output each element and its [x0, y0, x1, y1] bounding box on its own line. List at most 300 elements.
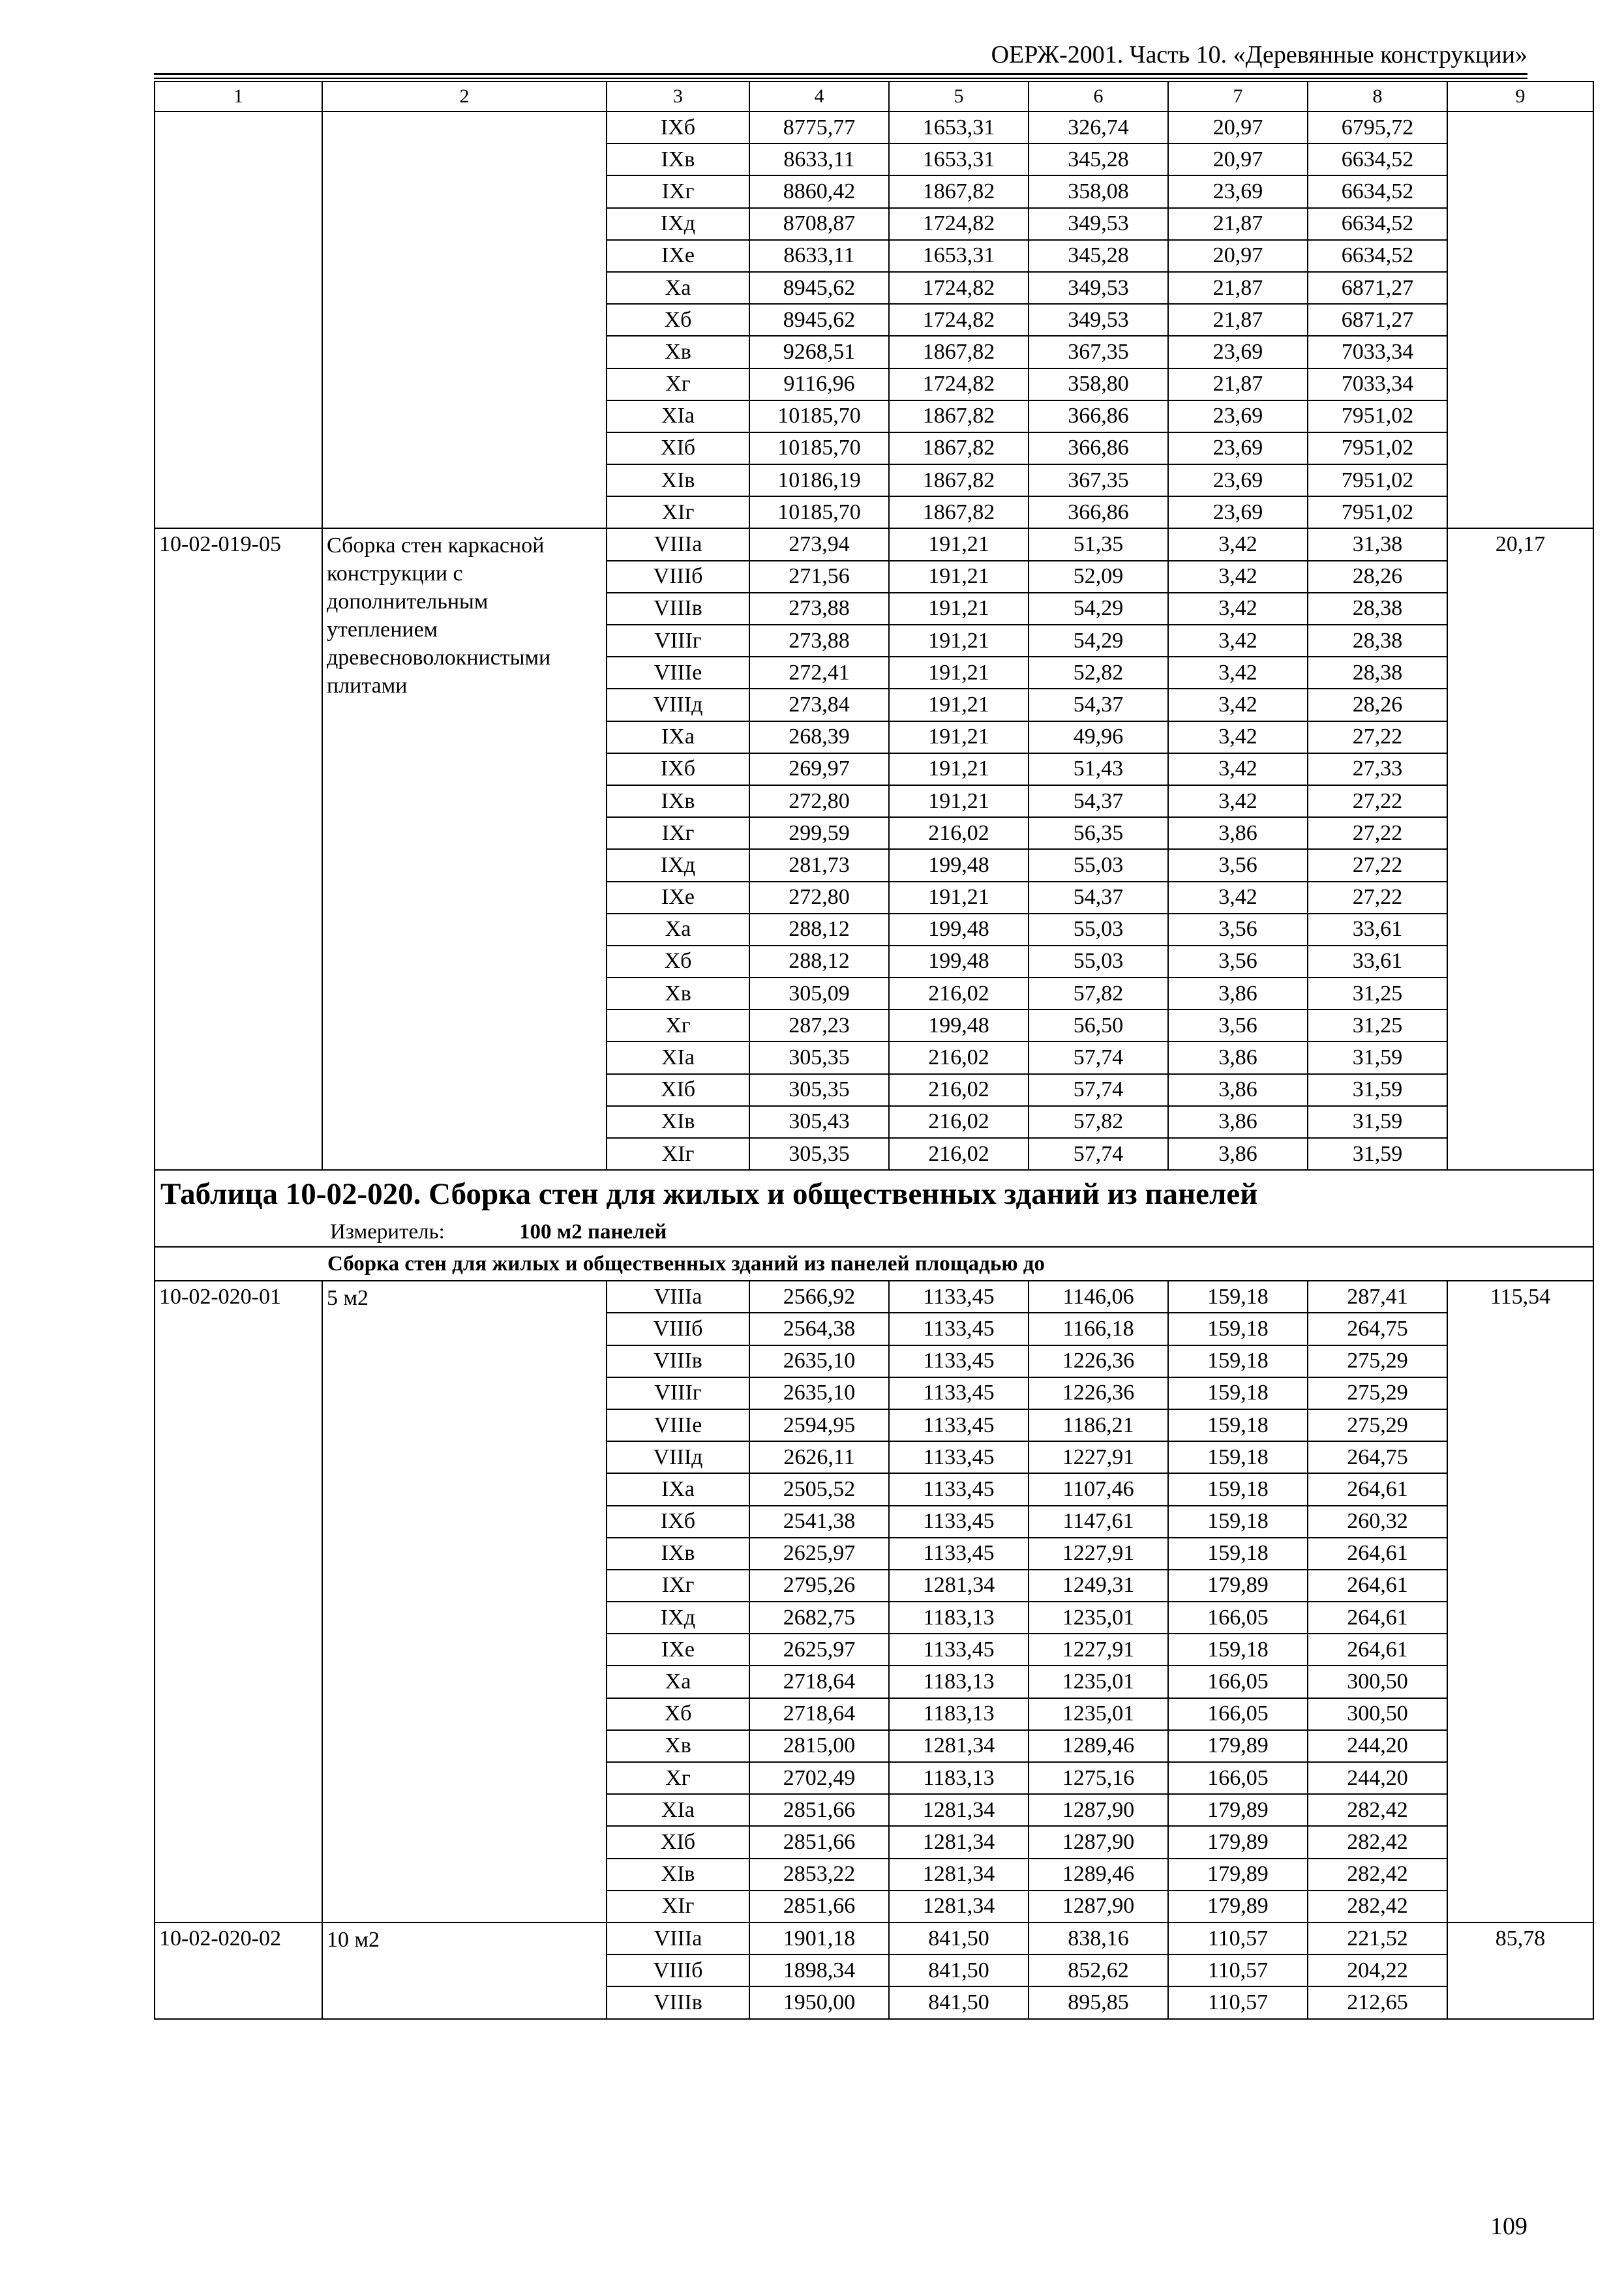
operator-wages-cell: 110,57: [1168, 1954, 1308, 1986]
zone-cell: Xа: [607, 272, 749, 304]
zone-cell: IXб: [607, 753, 749, 785]
materials-cell: 31,59: [1308, 1106, 1447, 1138]
machinery-cell: 57,74: [1029, 1041, 1168, 1073]
machinery-cell: 1226,36: [1029, 1377, 1168, 1409]
materials-cell: 264,75: [1308, 1441, 1447, 1473]
machinery-cell: 367,35: [1029, 336, 1168, 368]
direct-cost-cell: 305,09: [749, 978, 889, 1010]
direct-cost-cell: 8633,11: [749, 240, 889, 272]
wages-cell: 1183,13: [889, 1698, 1029, 1730]
materials-cell: 300,50: [1308, 1666, 1447, 1698]
wages-cell: 191,21: [889, 689, 1029, 721]
materials-cell: 282,42: [1308, 1794, 1447, 1826]
zone-cell: IXв: [607, 785, 749, 817]
operator-wages-cell: 3,42: [1168, 882, 1308, 914]
machinery-cell: 1186,21: [1029, 1409, 1168, 1441]
materials-cell: 264,75: [1308, 1313, 1447, 1345]
item-code: 10-02-020-01: [155, 1281, 322, 1922]
materials-cell: 275,29: [1308, 1409, 1447, 1441]
item-code: 10-02-020-02: [155, 1922, 322, 2019]
materials-cell: 264,61: [1308, 1634, 1447, 1666]
materials-cell: 31,25: [1308, 978, 1447, 1010]
operator-wages-cell: 159,18: [1168, 1634, 1308, 1666]
operator-wages-cell: 159,18: [1168, 1281, 1308, 1313]
materials-cell: 27,22: [1308, 817, 1447, 849]
zone-cell: IXг: [607, 175, 749, 207]
direct-cost-cell: 9116,96: [749, 368, 889, 400]
zone-cell: XIб: [607, 1074, 749, 1106]
wages-cell: 1653,31: [889, 240, 1029, 272]
machinery-cell: 1107,46: [1029, 1473, 1168, 1505]
direct-cost-cell: 273,88: [749, 625, 889, 657]
machinery-cell: 1275,16: [1029, 1762, 1168, 1794]
zone-cell: Xа: [607, 914, 749, 946]
wages-cell: 1133,45: [889, 1281, 1029, 1313]
zone-cell: VIIIб: [607, 1313, 749, 1345]
wages-cell: 1133,45: [889, 1377, 1029, 1409]
direct-cost-cell: 8860,42: [749, 175, 889, 207]
wages-cell: 1133,45: [889, 1345, 1029, 1377]
machinery-cell: 1146,06: [1029, 1281, 1168, 1313]
direct-cost-cell: 2594,95: [749, 1409, 889, 1441]
column-number: 4: [749, 82, 889, 112]
direct-cost-cell: 10185,70: [749, 432, 889, 464]
machinery-cell: 367,35: [1029, 464, 1168, 496]
wages-cell: 1183,13: [889, 1666, 1029, 1698]
machinery-cell: 51,43: [1029, 753, 1168, 785]
materials-cell: 6795,72: [1308, 112, 1447, 143]
zone-cell: IXб: [607, 112, 749, 143]
materials-cell: 31,38: [1308, 528, 1447, 560]
labor-total-cell: 85,78: [1447, 1922, 1593, 2019]
machinery-cell: 838,16: [1029, 1922, 1168, 1954]
zone-cell: XIг: [607, 496, 749, 528]
operator-wages-cell: 159,18: [1168, 1409, 1308, 1441]
zone-cell: XIа: [607, 1041, 749, 1073]
materials-cell: 7951,02: [1308, 400, 1447, 432]
wages-cell: 216,02: [889, 1138, 1029, 1170]
operator-wages-cell: 179,89: [1168, 1730, 1308, 1762]
direct-cost-cell: 2505,52: [749, 1473, 889, 1505]
materials-cell: 7951,02: [1308, 464, 1447, 496]
materials-cell: 204,22: [1308, 1954, 1447, 1986]
machinery-cell: 349,53: [1029, 208, 1168, 240]
machinery-cell: 345,28: [1029, 240, 1168, 272]
operator-wages-cell: 3,42: [1168, 528, 1308, 560]
zone-cell: IXв: [607, 143, 749, 175]
materials-cell: 264,61: [1308, 1538, 1447, 1570]
direct-cost-cell: 2795,26: [749, 1570, 889, 1602]
table-row: [155, 1922, 1593, 1954]
direct-cost-cell: 272,41: [749, 657, 889, 689]
machinery-cell: 366,86: [1029, 496, 1168, 528]
materials-cell: 28,26: [1308, 689, 1447, 721]
wages-cell: 191,21: [889, 785, 1029, 817]
direct-cost-cell: 8633,11: [749, 143, 889, 175]
zone-cell: Xв: [607, 978, 749, 1010]
zone-cell: VIIIе: [607, 657, 749, 689]
direct-cost-cell: 305,35: [749, 1074, 889, 1106]
direct-cost-cell: 10186,19: [749, 464, 889, 496]
materials-cell: 221,52: [1308, 1922, 1447, 1954]
direct-cost-cell: 2815,00: [749, 1730, 889, 1762]
running-header: ОЕРЖ-2001. Часть 10. «Деревянные конструкции»: [991, 41, 1527, 68]
unit-label: Измеритель:: [330, 1219, 445, 1244]
direct-cost-cell: 272,80: [749, 785, 889, 817]
column-number: 8: [1308, 82, 1447, 112]
wages-cell: 191,21: [889, 882, 1029, 914]
wages-cell: 1133,45: [889, 1409, 1029, 1441]
materials-cell: 264,61: [1308, 1473, 1447, 1505]
wages-cell: 1133,45: [889, 1441, 1029, 1473]
operator-wages-cell: 3,56: [1168, 1010, 1308, 1041]
materials-cell: 264,61: [1308, 1570, 1447, 1602]
materials-cell: 33,61: [1308, 914, 1447, 946]
wages-cell: 199,48: [889, 1010, 1029, 1041]
machinery-cell: 1235,01: [1029, 1666, 1168, 1698]
wages-cell: 1867,82: [889, 400, 1029, 432]
machinery-cell: 1226,36: [1029, 1345, 1168, 1377]
direct-cost-cell: 10185,70: [749, 400, 889, 432]
direct-cost-cell: 273,88: [749, 593, 889, 625]
direct-cost-cell: 2718,64: [749, 1698, 889, 1730]
materials-cell: 31,59: [1308, 1074, 1447, 1106]
machinery-cell: 358,80: [1029, 368, 1168, 400]
zone-cell: XIг: [607, 1891, 749, 1922]
operator-wages-cell: 23,69: [1168, 464, 1308, 496]
direct-cost-cell: 8945,62: [749, 304, 889, 336]
direct-cost-cell: 9268,51: [749, 336, 889, 368]
machinery-cell: 852,62: [1029, 1954, 1168, 1986]
operator-wages-cell: 159,18: [1168, 1313, 1308, 1345]
materials-cell: 28,38: [1308, 593, 1447, 625]
machinery-cell: 366,86: [1029, 400, 1168, 432]
zone-cell: VIIIб: [607, 561, 749, 593]
wages-cell: 191,21: [889, 528, 1029, 560]
direct-cost-cell: 271,56: [749, 561, 889, 593]
operator-wages-cell: 3,42: [1168, 657, 1308, 689]
materials-cell: 6871,27: [1308, 304, 1447, 336]
operator-wages-cell: 159,18: [1168, 1538, 1308, 1570]
operator-wages-cell: 23,69: [1168, 336, 1308, 368]
materials-cell: 275,29: [1308, 1345, 1447, 1377]
materials-cell: 6634,52: [1308, 175, 1447, 207]
operator-wages-cell: 3,86: [1168, 817, 1308, 849]
direct-cost-cell: 269,97: [749, 753, 889, 785]
machinery-cell: 54,37: [1029, 882, 1168, 914]
wages-cell: 1867,82: [889, 175, 1029, 207]
machinery-cell: 1227,91: [1029, 1634, 1168, 1666]
zone-cell: XIг: [607, 1138, 749, 1170]
operator-wages-cell: 3,42: [1168, 785, 1308, 817]
machinery-cell: 55,03: [1029, 914, 1168, 946]
wages-cell: 191,21: [889, 561, 1029, 593]
zone-cell: Xг: [607, 1010, 749, 1041]
wages-cell: 1133,45: [889, 1473, 1029, 1505]
zone-cell: VIIIд: [607, 689, 749, 721]
machinery-cell: 57,82: [1029, 1106, 1168, 1138]
materials-cell: 244,20: [1308, 1762, 1447, 1794]
item-description: 10 м2: [322, 1922, 607, 2019]
operator-wages-cell: 179,89: [1168, 1891, 1308, 1922]
direct-cost-cell: 8775,77: [749, 112, 889, 143]
direct-cost-cell: 288,12: [749, 946, 889, 978]
materials-cell: 7951,02: [1308, 432, 1447, 464]
operator-wages-cell: 110,57: [1168, 1986, 1308, 2018]
table-row: [155, 528, 1593, 560]
unit-cell: [155, 1217, 1593, 1247]
wages-cell: 1867,82: [889, 496, 1029, 528]
direct-cost-cell: 2682,75: [749, 1602, 889, 1634]
zone-cell: VIIIа: [607, 1922, 749, 1954]
column-number: 7: [1168, 82, 1308, 112]
unit-value: 100 м2 панелей: [519, 1219, 667, 1244]
materials-cell: 27,22: [1308, 721, 1447, 753]
machinery-cell: 1287,90: [1029, 1891, 1168, 1922]
column-number: 1: [155, 82, 322, 112]
direct-cost-cell: 272,80: [749, 882, 889, 914]
machinery-cell: 358,08: [1029, 175, 1168, 207]
materials-cell: 282,42: [1308, 1891, 1447, 1922]
materials-cell: 6634,52: [1308, 240, 1447, 272]
wages-cell: 841,50: [889, 1986, 1029, 2018]
wages-cell: 1133,45: [889, 1634, 1029, 1666]
direct-cost-cell: 305,35: [749, 1138, 889, 1170]
direct-cost-cell: 2851,66: [749, 1826, 889, 1858]
direct-cost-cell: 299,59: [749, 817, 889, 849]
labor-total-cell: 20,17: [1447, 528, 1593, 1170]
item-description: Сборка стен каркасной конструкции с дополнительным утеплением древесноволокнистыми плитами: [322, 528, 607, 1170]
materials-cell: 7951,02: [1308, 496, 1447, 528]
zone-cell: IXе: [607, 240, 749, 272]
machinery-cell: 49,96: [1029, 721, 1168, 753]
table-title-row: [155, 1170, 1593, 1217]
zone-cell: IXг: [607, 1570, 749, 1602]
header-rule: [154, 73, 1527, 75]
machinery-cell: 54,37: [1029, 689, 1168, 721]
direct-cost-cell: 2541,38: [749, 1506, 889, 1538]
zone-cell: XIв: [607, 464, 749, 496]
machinery-cell: 56,50: [1029, 1010, 1168, 1041]
operator-wages-cell: 20,97: [1168, 143, 1308, 175]
column-number: 2: [322, 82, 607, 112]
machinery-cell: 52,82: [1029, 657, 1168, 689]
direct-cost-cell: 2625,97: [749, 1634, 889, 1666]
operator-wages-cell: 20,97: [1168, 112, 1308, 143]
machinery-cell: 57,74: [1029, 1074, 1168, 1106]
wages-cell: 1133,45: [889, 1313, 1029, 1345]
wages-cell: 1183,13: [889, 1762, 1029, 1794]
materials-cell: 260,32: [1308, 1506, 1447, 1538]
operator-wages-cell: 21,87: [1168, 208, 1308, 240]
operator-wages-cell: 3,42: [1168, 593, 1308, 625]
machinery-cell: 1289,46: [1029, 1859, 1168, 1891]
operator-wages-cell: 110,57: [1168, 1922, 1308, 1954]
operator-wages-cell: 159,18: [1168, 1473, 1308, 1505]
materials-cell: 264,61: [1308, 1602, 1447, 1634]
wages-cell: 216,02: [889, 1041, 1029, 1073]
table-row: [155, 112, 1593, 143]
wages-cell: 1724,82: [889, 368, 1029, 400]
operator-wages-cell: 179,89: [1168, 1570, 1308, 1602]
machinery-cell: 54,29: [1029, 593, 1168, 625]
machinery-cell: 1287,90: [1029, 1826, 1168, 1858]
machinery-cell: 1289,46: [1029, 1730, 1168, 1762]
materials-cell: 6871,27: [1308, 272, 1447, 304]
operator-wages-cell: 166,05: [1168, 1762, 1308, 1794]
table-title: Таблица 10-02-020. Сборка стен для жилых и общественных зданий из панелей: [155, 1170, 1593, 1217]
wages-cell: 1133,45: [889, 1538, 1029, 1570]
wages-cell: 1281,34: [889, 1794, 1029, 1826]
column-number: 9: [1447, 82, 1593, 112]
wages-cell: 1724,82: [889, 304, 1029, 336]
wages-cell: 1867,82: [889, 432, 1029, 464]
rates-table: [154, 81, 1594, 2020]
operator-wages-cell: 3,56: [1168, 946, 1308, 978]
wages-cell: 1867,82: [889, 464, 1029, 496]
zone-cell: IXб: [607, 1506, 749, 1538]
machinery-cell: 57,82: [1029, 978, 1168, 1010]
zone-cell: Xв: [607, 336, 749, 368]
zone-cell: VIIIв: [607, 1986, 749, 2018]
zone-cell: XIа: [607, 400, 749, 432]
machinery-cell: 1235,01: [1029, 1698, 1168, 1730]
zone-cell: VIIIг: [607, 1377, 749, 1409]
code-cell-empty: [155, 112, 322, 528]
wages-cell: 191,21: [889, 593, 1029, 625]
zone-cell: XIв: [607, 1106, 749, 1138]
direct-cost-cell: 8945,62: [749, 272, 889, 304]
materials-cell: 28,26: [1308, 561, 1447, 593]
zone-cell: VIIIб: [607, 1954, 749, 1986]
direct-cost-cell: 2702,49: [749, 1762, 889, 1794]
materials-cell: 287,41: [1308, 1281, 1447, 1313]
direct-cost-cell: 281,73: [749, 849, 889, 881]
machinery-cell: 1147,61: [1029, 1506, 1168, 1538]
machinery-cell: 326,74: [1029, 112, 1168, 143]
materials-cell: 33,61: [1308, 946, 1447, 978]
operator-wages-cell: 23,69: [1168, 400, 1308, 432]
machinery-cell: 52,09: [1029, 561, 1168, 593]
direct-cost-cell: 288,12: [749, 914, 889, 946]
rates-table-body: [155, 82, 1593, 2019]
item-description: 5 м2: [322, 1281, 607, 1922]
machinery-cell: 1287,90: [1029, 1794, 1168, 1826]
wages-cell: 216,02: [889, 817, 1029, 849]
wages-cell: 1133,45: [889, 1506, 1029, 1538]
wages-cell: 191,21: [889, 657, 1029, 689]
wages-cell: 1183,13: [889, 1602, 1029, 1634]
wages-cell: 1281,34: [889, 1570, 1029, 1602]
wages-cell: 199,48: [889, 849, 1029, 881]
operator-wages-cell: 21,87: [1168, 368, 1308, 400]
zone-cell: Xб: [607, 1698, 749, 1730]
machinery-cell: 57,74: [1029, 1138, 1168, 1170]
operator-wages-cell: 159,18: [1168, 1506, 1308, 1538]
materials-cell: 27,22: [1308, 849, 1447, 881]
machinery-cell: 1227,91: [1029, 1538, 1168, 1570]
zone-cell: IXа: [607, 1473, 749, 1505]
direct-cost-cell: 268,39: [749, 721, 889, 753]
zone-cell: Xг: [607, 368, 749, 400]
machinery-cell: 345,28: [1029, 143, 1168, 175]
subheader-row: [155, 1247, 1593, 1281]
direct-cost-cell: 287,23: [749, 1010, 889, 1041]
operator-wages-cell: 166,05: [1168, 1698, 1308, 1730]
machinery-cell: 349,53: [1029, 304, 1168, 336]
operator-wages-cell: 23,69: [1168, 496, 1308, 528]
table-subheader: Сборка стен для жилых и общественных зданий из панелей площадью до: [155, 1247, 1593, 1281]
zone-cell: VIIIг: [607, 625, 749, 657]
zone-cell: XIб: [607, 432, 749, 464]
operator-wages-cell: 23,69: [1168, 175, 1308, 207]
operator-wages-cell: 3,42: [1168, 753, 1308, 785]
machinery-cell: 895,85: [1029, 1986, 1168, 2018]
direct-cost-cell: 2564,38: [749, 1313, 889, 1345]
operator-wages-cell: 159,18: [1168, 1441, 1308, 1473]
wages-cell: 1653,31: [889, 143, 1029, 175]
operator-wages-cell: 3,42: [1168, 561, 1308, 593]
direct-cost-cell: 1898,34: [749, 1954, 889, 1986]
operator-wages-cell: 166,05: [1168, 1602, 1308, 1634]
direct-cost-cell: 273,94: [749, 528, 889, 560]
operator-wages-cell: 23,69: [1168, 432, 1308, 464]
header-rule-thin: [154, 78, 1527, 79]
materials-cell: 27,33: [1308, 753, 1447, 785]
materials-cell: 7033,34: [1308, 336, 1447, 368]
operator-wages-cell: 159,18: [1168, 1377, 1308, 1409]
materials-cell: 7033,34: [1308, 368, 1447, 400]
wages-cell: 191,21: [889, 753, 1029, 785]
materials-cell: 282,42: [1308, 1826, 1447, 1858]
zone-cell: Xб: [607, 304, 749, 336]
zone-cell: XIв: [607, 1859, 749, 1891]
zone-cell: Xг: [607, 1762, 749, 1794]
direct-cost-cell: 2853,22: [749, 1859, 889, 1891]
table-row: [155, 1281, 1593, 1313]
direct-cost-cell: 2635,10: [749, 1377, 889, 1409]
zone-cell: IXд: [607, 1602, 749, 1634]
materials-cell: 6634,52: [1308, 143, 1447, 175]
wages-cell: 1724,82: [889, 272, 1029, 304]
zone-cell: IXе: [607, 882, 749, 914]
machinery-cell: 1235,01: [1029, 1602, 1168, 1634]
total-cell-empty: [1447, 112, 1593, 528]
materials-cell: 31,59: [1308, 1138, 1447, 1170]
direct-cost-cell: 2635,10: [749, 1345, 889, 1377]
zone-cell: XIа: [607, 1794, 749, 1826]
materials-cell: 282,42: [1308, 1859, 1447, 1891]
wages-cell: 1281,34: [889, 1826, 1029, 1858]
direct-cost-cell: 10185,70: [749, 496, 889, 528]
column-number: 3: [607, 82, 749, 112]
item-code: 10-02-019-05: [155, 528, 322, 1170]
operator-wages-cell: 3,42: [1168, 721, 1308, 753]
wages-cell: 216,02: [889, 1074, 1029, 1106]
operator-wages-cell: 3,56: [1168, 849, 1308, 881]
zone-cell: IXг: [607, 817, 749, 849]
labor-total-cell: 115,54: [1447, 1281, 1593, 1922]
direct-cost-cell: 2851,66: [749, 1794, 889, 1826]
operator-wages-cell: 3,86: [1168, 1106, 1308, 1138]
zone-cell: IXд: [607, 849, 749, 881]
wages-cell: 1867,82: [889, 336, 1029, 368]
direct-cost-cell: 2851,66: [749, 1891, 889, 1922]
zone-cell: XIб: [607, 1826, 749, 1858]
machinery-cell: 51,35: [1029, 528, 1168, 560]
zone-cell: VIIIа: [607, 528, 749, 560]
page-number: 109: [1490, 2213, 1527, 2240]
